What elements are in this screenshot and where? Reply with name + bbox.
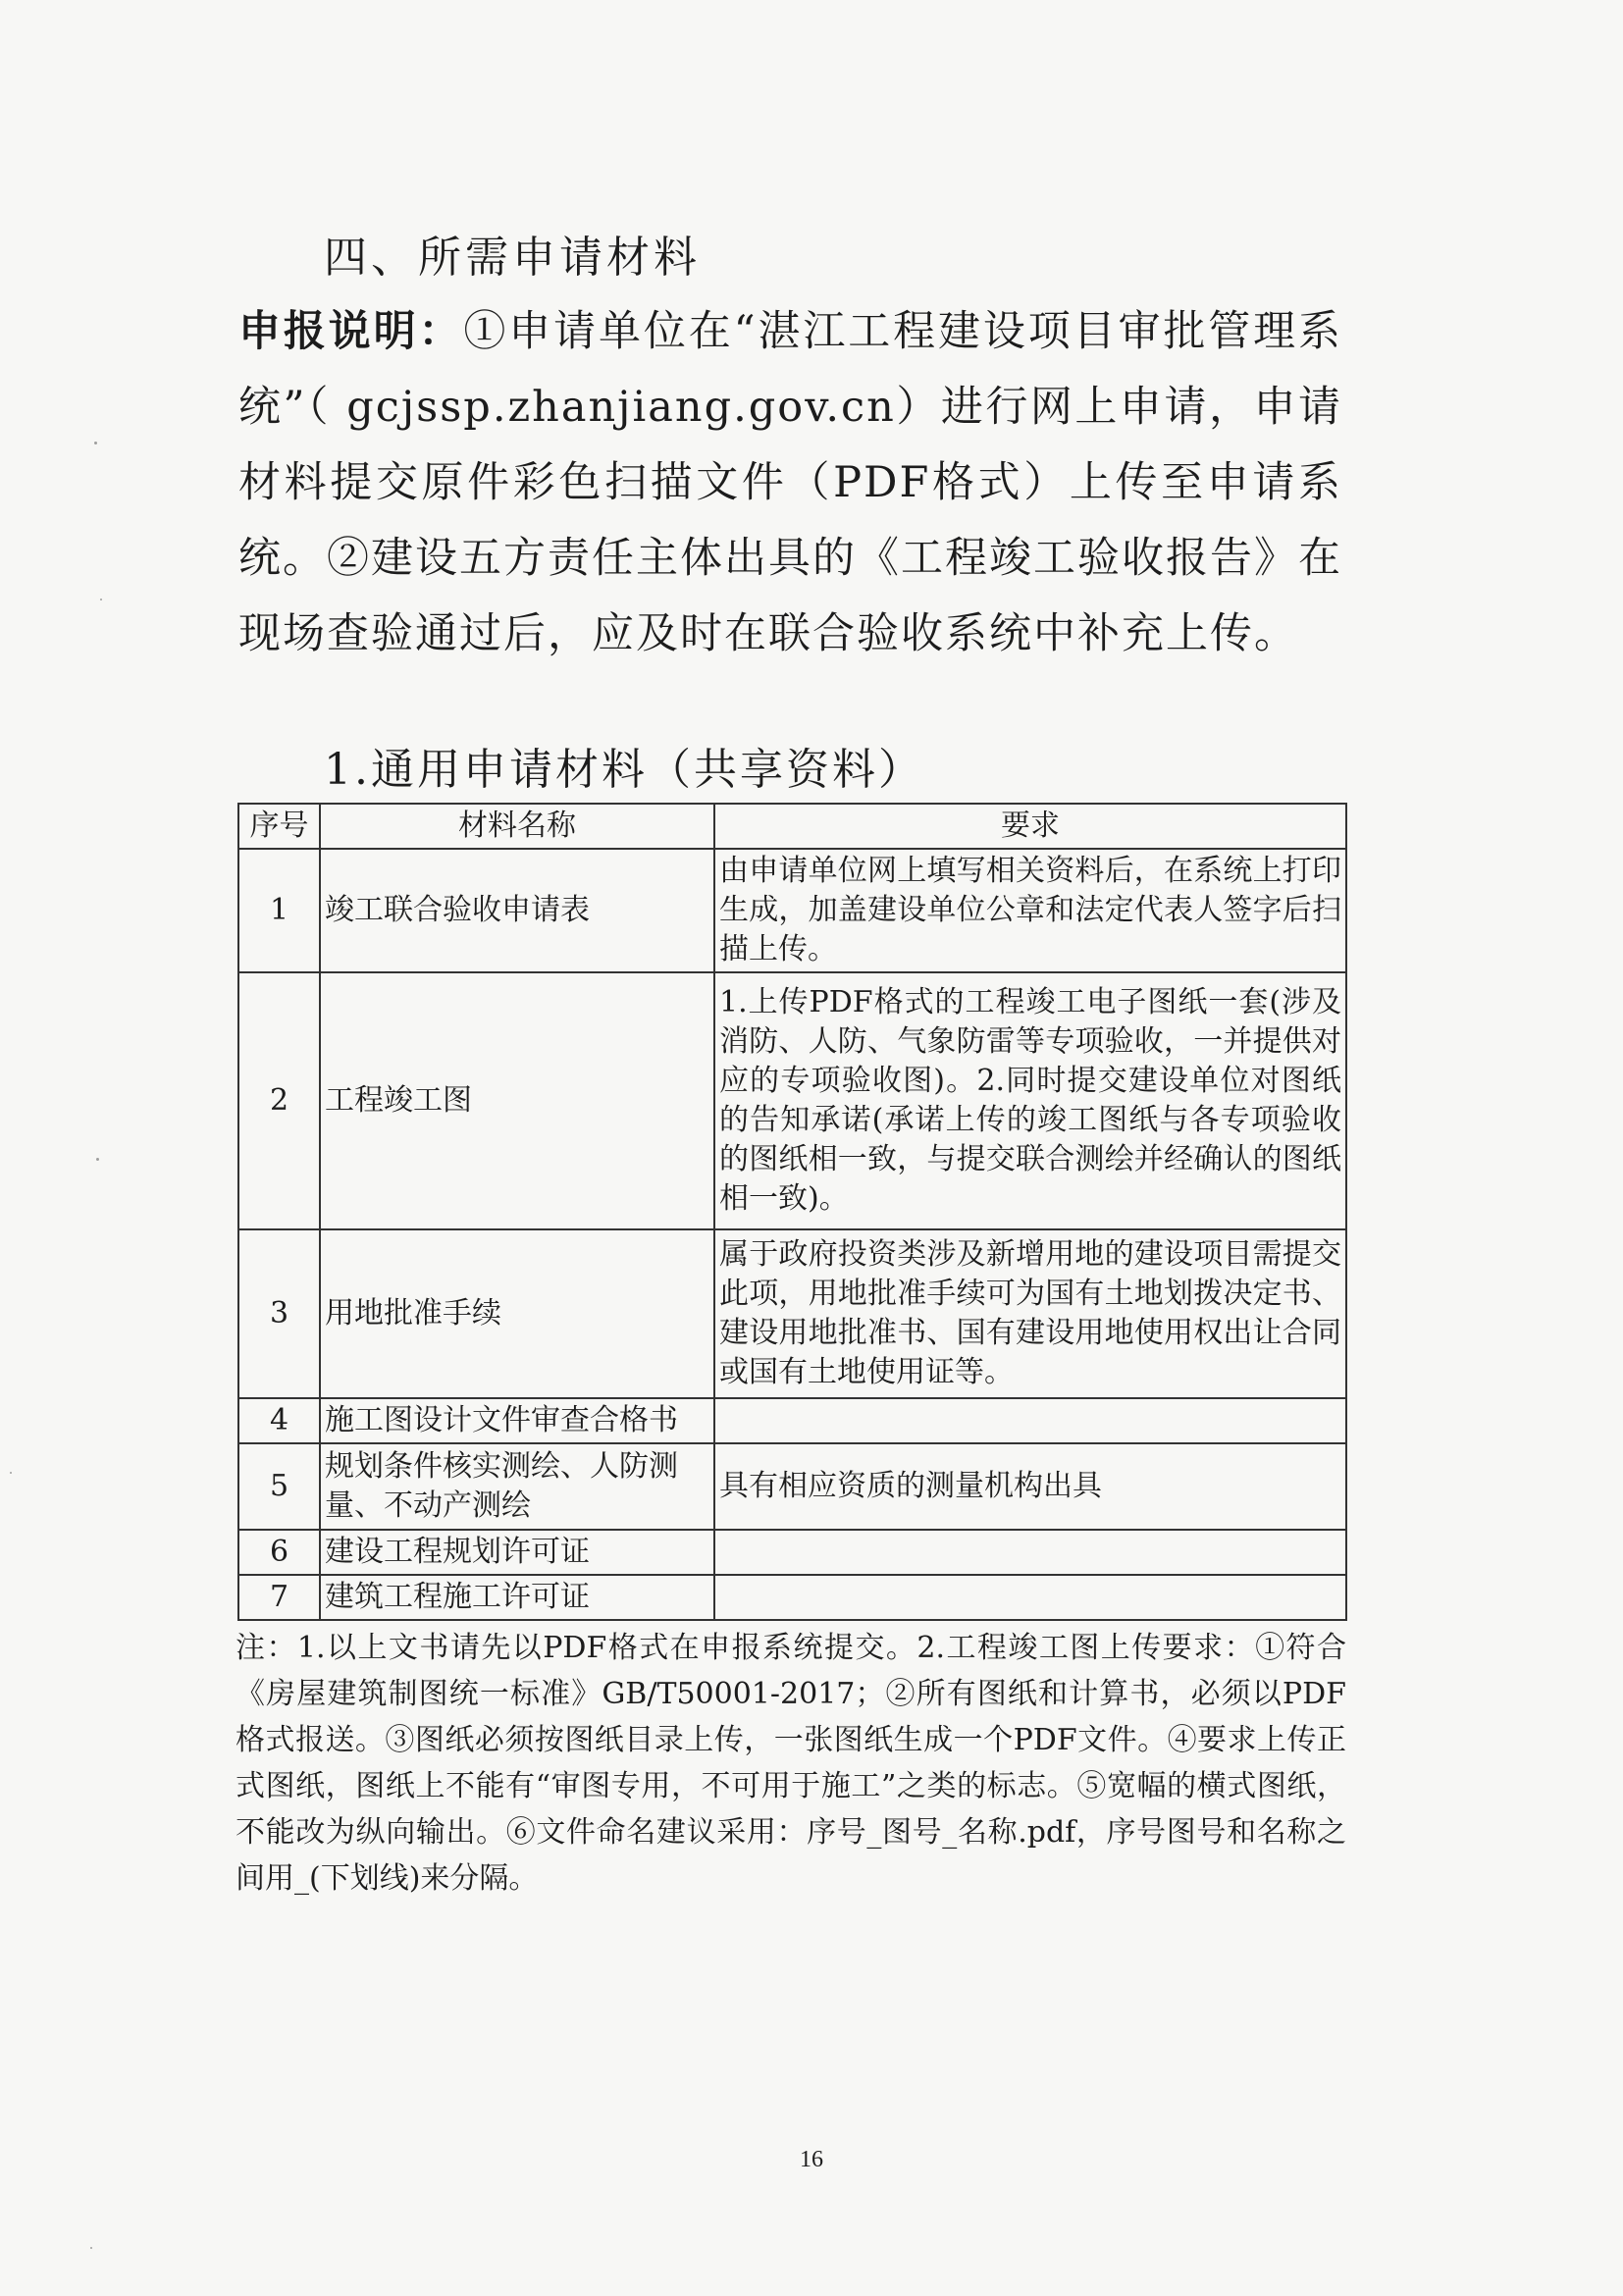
row-requirement: 由申请单位网上填写相关资料后，在系统上打印生成，加盖建设单位公章和法定代表人签字后扫描上传。 [714, 849, 1346, 972]
declaration-text: ①申请单位在“湛江工程建设项目审批管理系统”（ gcjssp.zhanjiang.gov.cn）进行网上申请，申请材料提交原件彩色扫描文件（PDF格式）上传至申请系统。②建设五方责任主体出具的《工程竣工验收报告》在现场查验通过后，应及时在联合验收系统中补充上传。 [238, 307, 1343, 658]
header-requirement: 要求 [714, 804, 1346, 849]
row-number: 4 [238, 1398, 320, 1443]
scan-speck [90, 2247, 92, 2249]
table-row [238, 1229, 1346, 1398]
scan-speck [10, 1472, 12, 1474]
table-row [238, 1443, 1346, 1530]
row-number: 2 [238, 972, 320, 1229]
declaration-paragraph [238, 294, 1342, 672]
row-number: 6 [238, 1530, 320, 1575]
row-material-name: 施工图设计文件审查合格书 [320, 1398, 714, 1443]
row-material-name: 工程竣工图 [320, 972, 714, 1229]
row-number: 3 [238, 1229, 320, 1398]
row-number: 5 [238, 1443, 320, 1530]
header-material-name: 材料名称 [320, 804, 714, 849]
materials-table [237, 803, 1347, 1621]
row-requirement: 属于政府投资类涉及新增用地的建设项目需提交此项，用地批准手续可为国有土地划拨决定书、建设用地批准书、国有建设用地使用权出让合同或国有土地使用证等。 [714, 1229, 1346, 1398]
row-number: 7 [238, 1575, 320, 1620]
row-material-name: 竣工联合验收申请表 [320, 849, 714, 972]
table-row [238, 972, 1346, 1229]
section-heading: 四、所需申请材料 [324, 233, 701, 283]
row-requirement [714, 1530, 1346, 1575]
table-note: 注：1.以上文书请先以PDF格式在申报系统提交。2.工程竣工图上传要求：①符合《房屋建筑制图统一标准》GB/T50001-2017；②所有图纸和计算书，必须以PDF格式报送。③图纸必须按图纸目录上传，一张图纸生成一个PDF文件。④要求上传正式图纸，图纸上不能有“审图专用，不可用于施工”之类的标志。⑤宽幅的横式图纸，不能改为纵向输出。⑥文件命名建议采用：序号_图号_名称.pdf，序号图号和名称之间用_(下划线)来分隔。 [236, 1631, 1346, 1896]
table-row [238, 849, 1346, 972]
scan-speck [94, 442, 97, 444]
row-material-name: 用地批准手续 [320, 1229, 714, 1398]
table-row [238, 1398, 1346, 1443]
row-material-name: 规划条件核实测绘、人防测量、不动产测绘 [320, 1443, 714, 1530]
page-number: 16 [800, 2147, 823, 2172]
row-requirement: 1.上传PDF格式的工程竣工电子图纸一套(涉及消防、人防、气象防雷等专项验收，一并提供对应的专项验收图)。2.同时提交建设单位对图纸的告知承诺(承诺上传的竣工图纸与各专项验收的图纸相一致，与提交联合测绘并经确认的图纸相一致)。 [714, 972, 1346, 1229]
table-row [238, 1575, 1346, 1620]
table-header-row [238, 804, 1346, 849]
row-requirement [714, 1398, 1346, 1443]
row-number: 1 [238, 849, 320, 972]
row-material-name: 建设工程规划许可证 [320, 1530, 714, 1575]
header-number: 序号 [238, 804, 320, 849]
row-material-name: 建筑工程施工许可证 [320, 1575, 714, 1620]
scan-speck [96, 1158, 99, 1161]
declaration-lead: 申报说明： [238, 307, 464, 356]
subsection-title: 1.通用申请材料（共享资料） [324, 745, 924, 795]
scan-speck [100, 599, 102, 600]
row-requirement [714, 1575, 1346, 1620]
table-row [238, 1530, 1346, 1575]
row-requirement: 具有相应资质的测量机构出具 [714, 1443, 1346, 1530]
